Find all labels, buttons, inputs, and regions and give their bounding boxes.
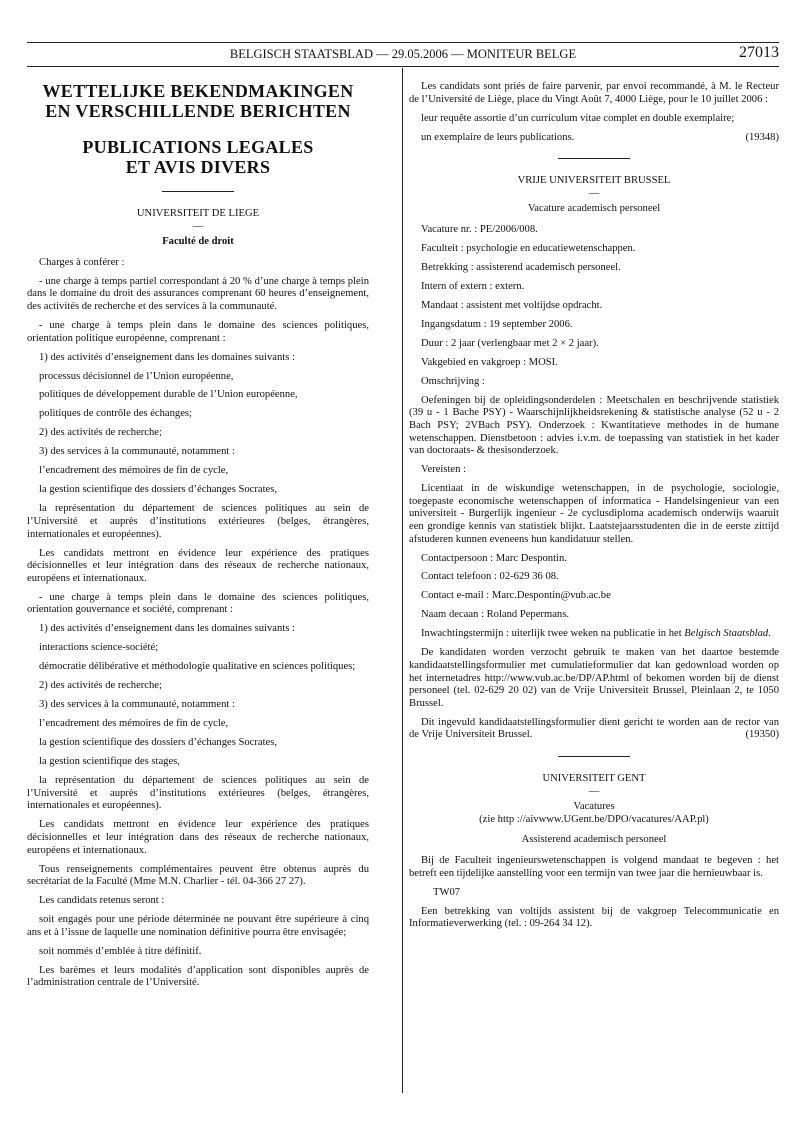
header-rule [27, 66, 779, 67]
separator-rule [558, 158, 630, 159]
paragraph-with-ref [409, 132, 779, 145]
paragraph: Licentiaat in de wiskundige wetenschappen, in de psychologie, sociologie, toegepaste economische wetenschappen of informatica - Handelsingenieur van een universiteit - Burgerlijk ingenieur - 2e cyclusdiploma academisch onderwijs waaruit een grondige kennis van statistiek blijkt. Laatstejaarsstudenten die in de eerste zittijd afstuderen kunnen eveneens hun kandidatuur stellen. [409, 483, 779, 545]
org-liege: UNIVERSITEIT DE LIEGE [136, 208, 260, 219]
section-title-nl-2: EN VERSCHILLENDE BERICHTEN [45, 101, 351, 121]
section-title-fr-1: PUBLICATIONS LEGALES [82, 137, 314, 157]
paragraph: la gestion scientifique des dossiers d’échanges Socrates, [39, 484, 277, 496]
gent-url: (zie http ://aivwww.UGent.be/DPO/vacatures/AAP.pl) [479, 813, 709, 825]
paragraph: interactions science-société; [39, 642, 159, 654]
paragraph-text: un exemplaire de leurs publications. [421, 131, 575, 143]
top-rule [27, 42, 779, 43]
paragraph: - une charge à temps partiel correspondant à 20 % d’une charge à temps plein dans le domaine du droit des assurances comprenant 60 heures d’enseignement, des activités de recherche et des services à la communauté. [27, 275, 369, 312]
paragraph: soit engagés pour une période déterminée ne pouvant être supérieure à cinq ans et à l’issue de laquelle une nomination définitive pourra être envisagée; [27, 914, 369, 938]
paragraph: Oefeningen bij de opleidingsonderdelen : Meetschalen en beschrijvende statistiek (39 u - 1 Bache PSY) - Waarschijnlijkheidsrekening & statistische analyse (52 u - 2 Bach PSY; 2VBach PSY). Onderzoek : Kwantitatieve methodes in de humane wetenschappen. Dienstbetoon : advies i.v.m. de toepassing van statistiek in het kader van doctoraats- & thesisonderzoek. [409, 394, 779, 457]
paragraph: politiques de développement durable de l’Union européenne, [39, 389, 298, 401]
paragraph: Les candidats sont priés de faire parvenir, par envoi recommandé, à M. le Recteur de l’Université de Liège, place du Vingt Août 7, 4000 Liège, pour le 10 juillet 2006 : [409, 81, 779, 105]
mandate-code: TW07 [433, 886, 461, 898]
paragraph: 2) des activités de recherche; [39, 427, 162, 439]
paragraph: la représentation du département de sciences politiques au sein de l’Université et auprès d’institutions extérieures (belges, étrangères, internationales et européennes). [27, 775, 369, 812]
deadline-end: . [768, 628, 771, 640]
paragraph: Contactpersoon : Marc Despontin. [421, 552, 567, 564]
paragraph: Les candidats mettront en évidence leur expérience des pratiques décisionnelles et leur intégration dans des réseaux de recherche nationaux, européens et internationaux. [27, 547, 369, 584]
paragraph: Charges à conférer : [39, 256, 125, 268]
paragraph: - une charge à temps plein dans le domaine des sciences politiques, orientation gouvernance et société, comprenant : [27, 591, 369, 616]
paragraph: Een betrekking van voltijds assistent bij de vakgroep Telecommunicatie en Informatieverwerking (tel. : 09-264 34 12). [409, 905, 779, 930]
header-title: BELGISCH STAATSBLAD — 29.05.2006 — MONITEUR BELGE [229, 47, 577, 61]
paragraph: Intern of extern : extern. [421, 280, 525, 292]
newspaper-page [27, 0, 779, 1138]
paragraph: Duur : 2 jaar (verlengbaar met 2 × 2 jaar). [421, 337, 599, 349]
paragraph: Naam decaan : Roland Pepermans. [421, 609, 569, 621]
paragraph: 1) des activités d’enseignement dans les domaines suivants : [39, 351, 295, 363]
paragraph: l’encadrement des mémoires de fin de cycle, [39, 465, 229, 477]
paragraph-with-ref [409, 717, 779, 742]
paragraph-text: Dit ingevuld kandidaatstellingsformulier dient gericht te worden aan de rector van de Vrije Universiteit Brussel. [409, 716, 779, 741]
liege-body [27, 257, 369, 990]
section-title-nl-1: WETTELIJKE BEKENDMAKINGEN [42, 81, 354, 101]
paragraph: la gestion scientifique des stages, [39, 756, 180, 768]
paragraph: Les candidats mettront en évidence leur expérience des pratiques décisionnelles et leur intégration dans des réseaux de recherche nationaux, européens et internationaux. [27, 819, 369, 856]
paragraph: 3) des services à la communauté, notamment : [39, 699, 235, 711]
paragraph: la gestion scientifique des dossiers d’échanges Socrates, [39, 737, 277, 749]
paragraph: politiques de contrôle des échanges; [39, 408, 192, 420]
separator-rule [558, 756, 630, 757]
gent-subheading: Assisterend academisch personeel [521, 834, 667, 846]
paragraph: l’encadrement des mémoires de fin de cycle, [39, 718, 229, 730]
reference-number: (19350) [745, 729, 779, 741]
paragraph: - une charge à temps plein dans le domaine des sciences politiques, orientation politique européenne, comprenant : [27, 319, 369, 344]
paragraph: Contact telefoon : 02-629 36 08. [421, 571, 559, 583]
paragraph: processus décisionnel de l’Union européenne, [39, 370, 234, 382]
org-vub: VRIJE UNIVERSITEIT BRUSSEL [517, 175, 671, 187]
right-column [409, 81, 779, 937]
paragraph: Vakgebied en vakgroep : MOSI. [421, 356, 558, 368]
paragraph: Faculteit : psychologie en educatiewetenschappen. [421, 242, 636, 254]
page-header [27, 44, 779, 63]
paragraph: leur requête assortie d’un curriculum vitae complet en double exemplaire; [421, 112, 735, 124]
paragraph: Omschrijving : [421, 375, 485, 387]
paragraph: Betrekking : assisterend academisch personeel. [421, 261, 621, 273]
paragraph: Mandaat : assistent met voltijdse opdracht. [421, 299, 603, 311]
deadline-paragraph [409, 628, 779, 641]
vub-subheading: Vacature academisch personeel [527, 203, 661, 215]
gent-vacatures: Vacatures [573, 801, 615, 813]
left-column [27, 81, 369, 996]
paragraph: 2) des activités de recherche; [39, 680, 162, 692]
paragraph: 1) des activités d’enseignement dans les domaines suivants : [39, 623, 295, 635]
org-dash: — [192, 220, 204, 232]
paragraph: Contact e-mail : Marc.Despontin@vub.ac.be [421, 590, 611, 602]
deadline-text: Inwachtingstermijn : uiterlijk twee weken na publicatie in het [421, 628, 685, 640]
paragraph: soit nommés d’emblée à titre définitif. [39, 945, 202, 957]
paragraph: Bij de Faculteit ingenieurswetenschappen is volgend mandaat te begeven : het betreft een tijdelijke aanstelling voor een termijn van twee jaar die hernieuwbaar is. [409, 854, 779, 879]
org-dash: — [588, 187, 600, 199]
paragraph: Les barèmes et leurs modalités d’application sont disponibles auprès de l’administration centrale de l’Université. [27, 964, 369, 989]
org-gent: UNIVERSITEIT GENT [542, 772, 646, 784]
reference-number: (19348) [745, 131, 779, 143]
org-dash: — [588, 785, 600, 797]
paragraph: Tous renseignements complémentaires peuvent être obtenus auprès du secrétariat de la Faculté (Mme M.N. Charlier - tél. 04-366 27 27). [27, 863, 369, 888]
vub-body [409, 224, 779, 742]
section-title-fr-2: ET AVIS DIVERS [125, 157, 271, 177]
separator-rule [162, 191, 234, 192]
gazette-name: Belgisch Staatsblad [684, 628, 769, 640]
paragraph: De kandidaten worden verzocht gebruik te maken van het daartoe bestemde kandidaatstellingsformulier met cumulatieformulier dat kan gedownload worden op het internetadres http://www.vub.ac.be/DP/AP.html of bekomen worden bij de dienst personeel (tel. 02-629 20 02) van de Vrije Universiteit Brussel, Pleinlaan 2, te 1050 Brussel. [409, 647, 779, 709]
paragraph: Ingangsdatum : 19 september 2006. [421, 318, 573, 330]
paragraph: Vereisten : [421, 464, 467, 476]
faculty-name: Faculté de droit [162, 236, 234, 248]
page-number: 27013 [739, 44, 779, 61]
column-divider [402, 68, 403, 1093]
paragraph: 3) des services à la communauté, notamment : [39, 446, 235, 458]
paragraph: démocratie délibérative et méthodologie qualitative en sciences politiques; [39, 661, 356, 673]
paragraph: Vacature nr. : PE/2006/008. [421, 223, 538, 235]
paragraph: Les candidats retenus seront : [39, 895, 165, 907]
paragraph: la représentation du département de sciences politiques au sein de l’Université et auprès d’institutions extérieures (belges, étrangères, internationales et européennes). [27, 503, 369, 540]
